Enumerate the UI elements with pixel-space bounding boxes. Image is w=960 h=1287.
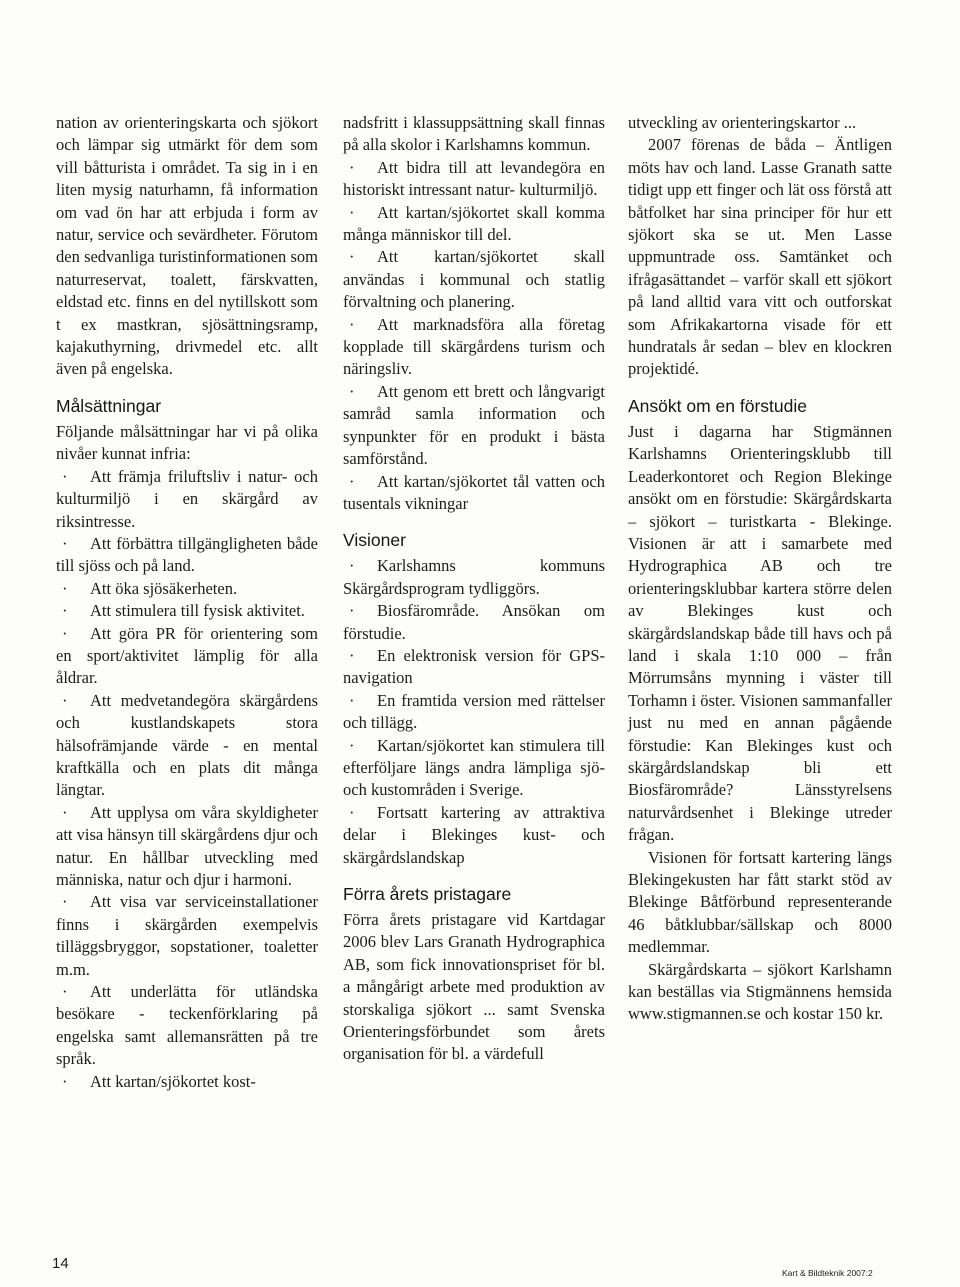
bullet-icon: · <box>62 1071 68 1091</box>
list-item: · Att bidra till att levandegöra en historiskt intressant natur- kulturmiljö. <box>343 157 605 200</box>
list-item: · Att kartan/sjökortet tål vatten och tusentals vikningar <box>343 471 605 513</box>
bullet-icon: · <box>62 802 68 822</box>
bullet-icon: · <box>349 202 355 222</box>
page-number: 14 <box>52 1255 69 1272</box>
bullet-icon: · <box>349 690 355 710</box>
bullet-icon: · <box>349 157 355 177</box>
paragraph: Förra årets pristagare vid Kartdagar 2006 blev Lars Granath Hydrographica AB, som fick innovationspriset för bl. a mångårigt arbete med produktion av storskaliga sjökort ... samt Svenska Orienteringsförbundet som årets organisation för bl. a värdefull <box>343 910 605 1064</box>
list-item: · Att kartan/sjökortet skall användas i kommunal och statlig förvaltning och planering. <box>343 247 605 312</box>
paragraph: Skärgårdskarta – sjökort Karlshamn kan beställas via Stigmännens hemsida www.stigmannen.se och kostar 150 kr. <box>628 959 892 1024</box>
text-column-1 <box>56 112 318 1093</box>
bullet-icon: · <box>62 892 68 912</box>
paragraph: Just i dagarna har Stigmännen Karlshamns Orienteringsklubb till Leaderkontoret och Region Blekinge ansökt om en förstudie: Skärgårdskarta – sjökort – turistkarta - Blekinge. Visionen är att i samarbete med Hydrographica AB och tre orienteringsklubbar kartera större delen av Blekinges kust och skärgårdslandskap både till havs och på land i skala 1:10 000 – från Mörrumsåns mynning i väster till Torhamn i öster. Visionen sammanfaller just nu med en annan pågående förstudie: Kan Blekinges kust och skärgårdslandskap bli ett Biosfärområde? Länsstyrelsens naturvårdsenhet i Blekinge utreder frågan. <box>628 421 892 845</box>
bullet-icon: · <box>62 578 68 598</box>
list-item: · En framtida version med rättelser och tillägg. <box>343 690 605 733</box>
bullet-icon: · <box>349 735 355 755</box>
paragraph: nadsfritt i klassuppsättning skall finnas på alla skolor i Karlshamns kommun. <box>343 113 605 155</box>
text-column-2 <box>343 112 605 1066</box>
bullet-icon: · <box>349 601 355 621</box>
paragraph: Följande målsättningar har vi på olika nivåer kunnat infria: <box>56 421 318 464</box>
list-item: · Att kartan/sjökortet kost- <box>56 1071 318 1093</box>
bullet-icon: · <box>62 982 68 1002</box>
bullet-icon: · <box>349 314 355 334</box>
list-item: · Att öka sjösäkerheten. <box>56 578 318 600</box>
list-item: · Att upplysa om våra skyldigheter att visa hänsyn till skärgårdens djur och natur. En hållbar utveckling med människa, natur och djur i harmoni. <box>56 802 318 889</box>
bullet-icon: · <box>349 645 355 665</box>
list-item: · Att kartan/sjökortet skall komma många människor till del. <box>343 202 605 245</box>
list-item: · Att genom ett brett och långvarigt samråd samla information och synpunkter för en produkt i bästa samförstånd. <box>343 381 605 469</box>
paragraph: utveckling av orienteringskartor ... <box>628 113 857 132</box>
bullet-icon: · <box>349 471 355 491</box>
bullet-icon: · <box>62 690 68 710</box>
list-item: · Att medvetandegöra skärgårdens och kustlandskapets stora hälsofrämjande värde - en mental kraftkälla och en plats dit många längtar. <box>56 690 318 800</box>
list-item: · Att visa var serviceinstallationer finns i skärgården exempelvis tilläggsbryggor, sopstationer, toaletter m.m. <box>56 892 318 979</box>
list-item: · Att göra PR för orientering som en sport/aktivitet lämplig för alla åldrar. <box>56 623 318 688</box>
bullet-icon: · <box>62 623 68 643</box>
bullet-icon: · <box>62 466 68 486</box>
section-heading: Målsättningar <box>56 395 162 416</box>
list-item: · Att främja friluftsliv i natur- och kulturmiljö i en skärgård av riksintresse. <box>56 466 318 531</box>
goals-list-continued <box>343 157 605 516</box>
list-item: · Att marknadsföra alla företag kopplade till skärgårdens turism och näringsliv. <box>343 314 605 379</box>
footer-publication: Kart & Bildteknik 2007:2 <box>782 1268 873 1278</box>
list-item: · En elektronisk version för GPS-navigation <box>343 645 605 688</box>
bullet-icon: · <box>349 247 355 267</box>
visions-list <box>343 555 605 869</box>
list-item: · Fortsatt kartering av attraktiva delar i Blekinges kust- och skärgårdslandskap <box>343 802 605 867</box>
paragraph: nation av orienteringskarta och sjökort och lämpar sig utmärkt för dem som vill båtturista i området. Ta sig in i en liten mysig naturhamn, få information om vad ön har att erbjuda i form av natur, service och sevärdheter. Förutom den sedvanliga turistinformationen som naturreservat, toalett, färskvatten, eldstad etc. finns en del nytillskott som t ex mastkran, sjösättningsramp, kajakuthyrning, drivmedel etc. allt även på engelska. <box>56 113 318 379</box>
section-heading: Visioner <box>343 530 406 551</box>
bullet-icon: · <box>62 601 68 621</box>
goals-list <box>56 466 318 1093</box>
list-item: · Att underlätta för utländska besökare - teckenförklaring på engelska samt allemansrätten på tre språk. <box>56 982 318 1069</box>
list-item: · Att förbättra tillgängligheten både till sjöss och på land. <box>56 533 318 576</box>
section-heading: Förra årets pristagare <box>343 884 512 904</box>
bullet-icon: · <box>349 381 355 401</box>
list-item: · Karlshamns kommuns Skärgårdsprogram tydliggörs. <box>343 556 605 598</box>
section-heading: Ansökt om en förstudie <box>628 395 807 416</box>
list-item: · Biosfärområde. Ansökan om förstudie. <box>343 601 605 643</box>
bullet-icon: · <box>349 802 355 822</box>
list-item: · Kartan/sjökortet kan stimulera till efterföljare längs andra lämpliga sjö- och kustområden i Sverige. <box>343 735 605 800</box>
bullet-icon: · <box>349 556 355 576</box>
paragraph: Visionen för fortsatt kartering längs Blekingekusten har fått starkt stöd av Blekinge Båtförbund representerande 46 båtklubbar/sällskap och 8000 medlemmar. <box>628 847 892 957</box>
paragraph: 2007 förenas de båda – Äntligen möts hav och land. Lasse Granath satte tidigt upp ett finger och lät oss förstå att båtfolket har sina principer för hur ett sjökort ska se ut. Men Lasse uppmuntrade oss. Samtänket och ifrågasättandet – varför skall ett sjökort på land alltid vara vitt och outforskat som Afrikakartorna visade för ett hundratals år sedan – blev en klockren projektidé. <box>628 135 892 379</box>
text-column-3 <box>628 112 892 1026</box>
bullet-icon: · <box>62 533 68 553</box>
list-item: · Att stimulera till fysisk aktivitet. <box>56 600 318 622</box>
